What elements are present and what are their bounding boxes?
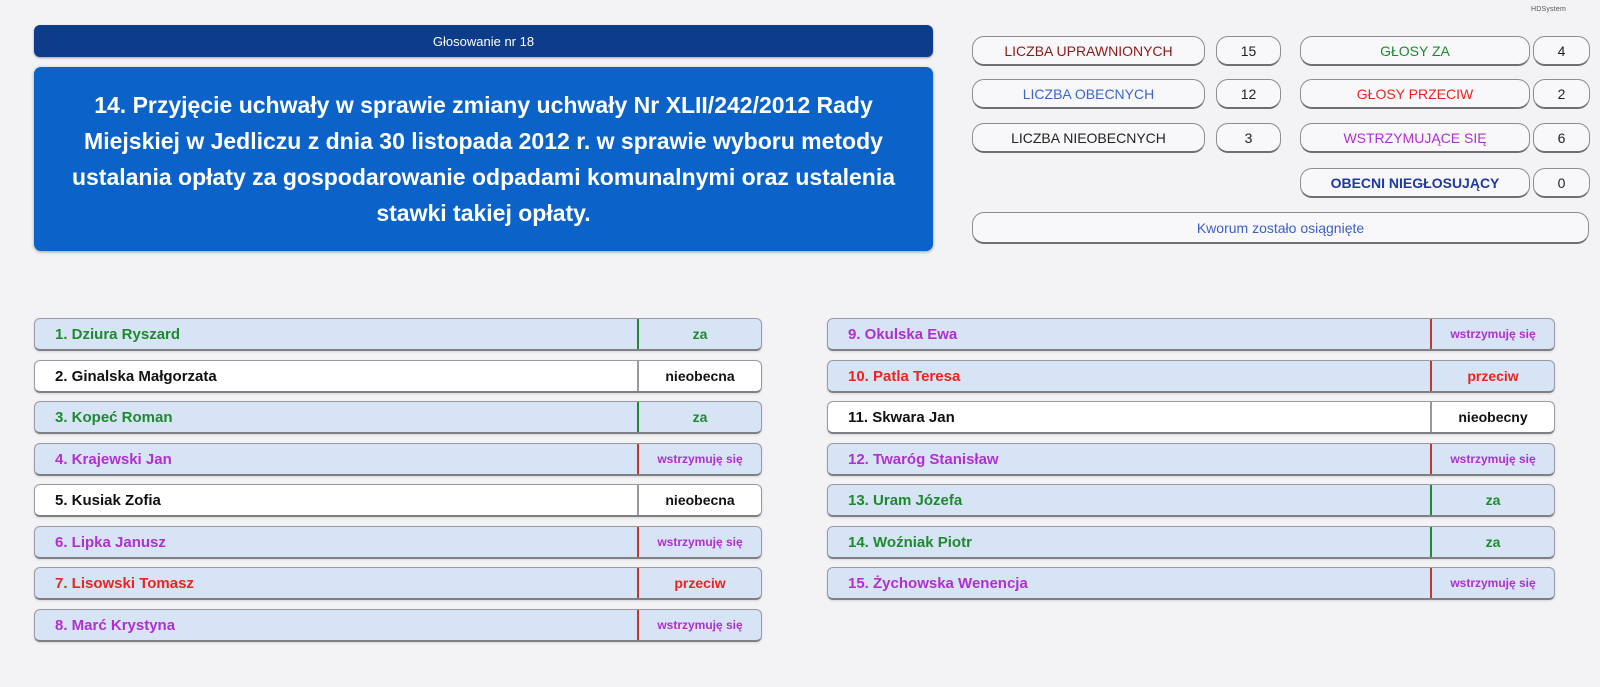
stat-label-uprawnionych: LICZBA UPRAWNIONYCH [972, 36, 1205, 66]
councillor-row [34, 318, 762, 351]
councillor-name: 12. Twaróg Stanisław [848, 450, 999, 468]
councillor-row [34, 443, 762, 476]
councillor-row [827, 443, 1555, 476]
stat-label-obecnych: LICZBA OBECNYCH [972, 79, 1205, 109]
councillor-row [827, 484, 1555, 517]
councillor-vote: za [1430, 485, 1554, 515]
councillor-row [34, 526, 762, 559]
councillor-vote: wstrzymuję się [637, 527, 761, 557]
councillor-vote: nieobecna [637, 361, 761, 391]
councillor-row [827, 360, 1555, 393]
councillor-name: 10. Patla Teresa [848, 367, 961, 385]
councillor-vote: za [637, 319, 761, 349]
councillor-vote: nieobecna [637, 485, 761, 515]
councillor-name: 6. Lipka Janusz [55, 533, 166, 551]
councillor-name: 2. Ginalska Małgorzata [55, 367, 217, 385]
stat-label-nieobecnych: LICZBA NIEOBECNYCH [972, 123, 1205, 153]
stat-label-za: GŁOSY ZA [1300, 36, 1530, 66]
councillor-name: 8. Marć Krystyna [55, 616, 176, 634]
councillor-name: 13. Uram Józefa [848, 491, 963, 509]
councillor-name: 14. Woźniak Piotr [848, 533, 972, 551]
councillor-vote: wstrzymuję się [637, 444, 761, 474]
stat-value-wstrzymujace: 6 [1533, 123, 1590, 153]
councillor-row [827, 318, 1555, 351]
councillor-name: 5. Kusiak Zofia [55, 491, 161, 509]
councillor-vote: wstrzymuję się [1430, 568, 1554, 598]
councillor-row [34, 360, 762, 393]
stat-label-przeciw: GŁOSY PRZECIW [1300, 79, 1530, 109]
councillor-row [827, 401, 1555, 434]
councillor-name: 11. Skwara Jan [848, 408, 955, 426]
councillor-row [34, 567, 762, 600]
councillor-vote: wstrzymuję się [1430, 444, 1554, 474]
stat-label-niegłosujacy: OBECNI NIEGŁOSUJĄCY [1300, 168, 1530, 198]
councillor-vote: za [637, 402, 761, 432]
brand-logo: HDSystem [1530, 6, 1566, 13]
stat-value-przeciw: 2 [1533, 79, 1590, 109]
councillor-vote: nieobecny [1430, 402, 1554, 432]
stat-value-niegłosujacy: 0 [1533, 168, 1590, 198]
councillor-row [827, 526, 1555, 559]
councillor-name: 3. Kopeć Roman [55, 408, 173, 426]
stat-value-za: 4 [1533, 36, 1590, 66]
stat-label-wstrzymujace: WSTRZYMUJĄCE SIĘ [1300, 123, 1530, 153]
councillor-name: 15. Żychowska Wenencja [848, 574, 1028, 592]
resolution-title: 14. Przyjęcie uchwały w sprawie zmiany uchwały Nr XLII/242/2012 Rady Miejskiej w Jedliczu z dnia 30 listopada 2012 r. w sprawie wyboru metody ustalania opłaty za gospodarowanie odpadami komunalnymi oraz ustalenia stawki takiej opłaty. [34, 67, 933, 251]
councillor-vote: za [1430, 527, 1554, 557]
councillor-row [34, 484, 762, 517]
councillor-name: 1. Dziura Ryszard [55, 325, 181, 343]
vote-number-header: Głosowanie nr 18 [34, 25, 933, 57]
stat-value-obecnych: 12 [1216, 79, 1281, 109]
councillor-name: 4. Krajewski Jan [55, 450, 172, 468]
stat-value-uprawnionych: 15 [1216, 36, 1281, 66]
councillor-vote: przeciw [1430, 361, 1554, 391]
councillor-vote: przeciw [637, 568, 761, 598]
councillor-vote: wstrzymuję się [1430, 319, 1554, 349]
councillor-row [827, 567, 1555, 600]
quorum-status: Kworum zostało osiągnięte [972, 212, 1589, 244]
councillor-row [34, 609, 762, 642]
stat-value-nieobecnych: 3 [1216, 123, 1281, 153]
councillor-row [34, 401, 762, 434]
councillor-vote: wstrzymuję się [637, 610, 761, 640]
councillor-name: 7. Lisowski Tomasz [55, 574, 194, 592]
councillor-name: 9. Okulska Ewa [848, 325, 958, 343]
